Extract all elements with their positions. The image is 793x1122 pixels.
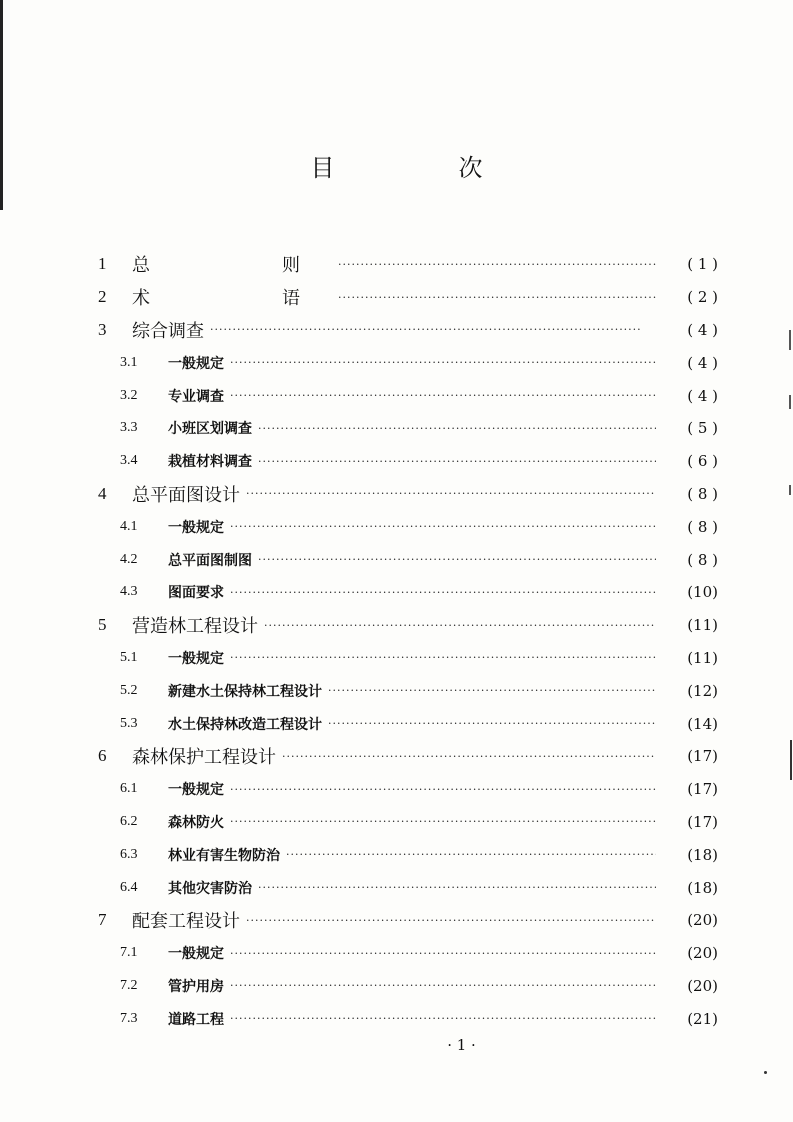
toc-entry-page: ( 4 ) [687, 353, 718, 372]
toc-leader-dots [230, 586, 656, 599]
toc-entry-title: 一般规定 [168, 782, 224, 799]
toc-entry-number: 4.3 [120, 584, 138, 600]
toc-entry-page: (14) [687, 714, 718, 733]
toc-entry-number: 7 [98, 910, 107, 930]
toc-leader-dots [230, 783, 656, 796]
toc-section-entry[interactable] [98, 871, 718, 904]
scan-speck [764, 1071, 767, 1074]
toc-entry-number: 5.1 [120, 649, 138, 665]
toc-section-entry[interactable] [98, 379, 718, 412]
toc-entry-page: (20) [687, 976, 718, 995]
toc-section-entry[interactable] [98, 937, 718, 970]
toc-chapter-entry[interactable] [98, 281, 718, 314]
toc-leader-dots [230, 356, 656, 369]
toc-entry-title: 其他灾害防治 [168, 880, 252, 897]
toc-entry-page: (18) [687, 878, 718, 897]
toc-entry-number: 4 [98, 483, 107, 503]
toc-leader-dots [264, 619, 656, 632]
toc-entry-title: 专业调查 [168, 388, 224, 405]
toc-entry-number: 3.3 [120, 420, 138, 436]
toc-section-entry[interactable] [98, 674, 718, 707]
toc-entry-page: ( 2 ) [687, 288, 718, 307]
toc-section-entry[interactable] [98, 1002, 718, 1035]
page-number: · 1 · [447, 1036, 476, 1054]
toc-section-entry[interactable] [98, 642, 718, 675]
toc-leader-dots [258, 553, 656, 566]
toc-leader-dots [246, 487, 656, 500]
toc-entry-title: 图面要求 [168, 585, 224, 602]
toc-entry-page: (20) [687, 911, 718, 930]
toc-section-entry[interactable] [98, 576, 718, 609]
toc-chapter-entry[interactable] [98, 609, 718, 642]
toc-entry-page: (12) [687, 681, 718, 700]
toc-entry-title: 管护用房 [168, 978, 224, 995]
toc-entry-page: ( 6 ) [687, 452, 718, 471]
toc-entry-page: ( 4 ) [687, 320, 718, 339]
toc-entry-page: ( 5 ) [687, 419, 718, 438]
toc-entry-page: (17) [687, 747, 718, 766]
toc-section-entry[interactable] [98, 773, 718, 806]
toc-entry-number: 2 [98, 287, 107, 307]
toc-entry-page: ( 4 ) [687, 386, 718, 405]
toc-entry-page: ( 1 ) [687, 255, 718, 274]
toc-entry-title: 新建水土保持林工程设计 [168, 683, 322, 700]
toc-chapter-entry[interactable] [98, 314, 718, 347]
toc-section-entry[interactable] [98, 543, 718, 576]
toc-entry-title: 水土保持林改造工程设计 [168, 716, 322, 733]
toc-entry-number: 3 [98, 319, 107, 339]
toc-section-entry[interactable] [98, 970, 718, 1003]
toc-entry-title: 小班区划调查 [168, 421, 252, 438]
toc-entry-number: 7.2 [120, 977, 138, 993]
toc-leader-dots [328, 717, 656, 730]
toc-entry-title: 一般规定 [168, 355, 224, 372]
toc-section-entry[interactable] [98, 445, 718, 478]
toc-leader-dots [230, 1012, 656, 1025]
toc-entry-page: ( 8 ) [687, 550, 718, 569]
toc-leader-dots [328, 684, 656, 697]
toc-leader-dots [258, 881, 656, 894]
toc-entry-number: 4.2 [120, 551, 138, 567]
toc-section-entry[interactable] [98, 346, 718, 379]
toc-section-entry[interactable] [98, 806, 718, 839]
toc-leader-dots [230, 815, 656, 828]
scan-mark [789, 395, 791, 409]
toc-entry-page: ( 8 ) [687, 484, 718, 503]
page-title: 目 次 [310, 154, 533, 182]
toc-entry-page: (17) [687, 812, 718, 831]
toc-leader-dots [246, 914, 656, 927]
toc-leader-dots [258, 422, 656, 435]
toc-entry-number: 5 [98, 615, 107, 635]
toc-entry-title: 营造林工程设计 [132, 616, 258, 638]
toc-entry-page: (17) [687, 780, 718, 799]
toc-entry-page: (21) [687, 1009, 718, 1028]
toc-entry-number: 4.1 [120, 518, 138, 534]
toc-entry-title: 道路工程 [168, 1011, 224, 1028]
toc-entry-number: 3.1 [120, 354, 138, 370]
toc-chapter-entry[interactable] [98, 248, 718, 281]
toc-entry-page: ( 8 ) [687, 517, 718, 536]
toc-entry-page: (18) [687, 845, 718, 864]
toc-entry-title: 林业有害生物防治 [168, 847, 280, 864]
toc-entry-title: 一般规定 [168, 519, 224, 536]
toc-entry-number: 3.2 [120, 387, 138, 403]
toc-leader-dots [210, 323, 656, 336]
toc-leader-dots [338, 291, 656, 304]
toc-entry-number: 6 [98, 746, 107, 766]
toc-entry-title: 配套工程设计 [132, 911, 240, 933]
toc-leader-dots [338, 258, 656, 271]
toc-entry-number: 6.1 [120, 781, 138, 797]
toc-entry-number: 6.4 [120, 879, 138, 895]
toc-chapter-entry[interactable] [98, 478, 718, 511]
toc-chapter-entry[interactable] [98, 740, 718, 773]
toc-entry-number: 3.4 [120, 453, 138, 469]
scan-mark [789, 485, 791, 495]
toc-leader-dots [286, 848, 656, 861]
toc-leader-dots [230, 979, 656, 992]
toc-entry-number: 6.2 [120, 813, 138, 829]
toc-entry-title: 森林保护工程设计 [132, 747, 276, 769]
toc-leader-dots [282, 750, 656, 763]
scan-mark [789, 330, 791, 350]
toc-leader-dots [230, 651, 656, 664]
toc-leader-dots [230, 947, 656, 960]
toc-entry-number: 7.1 [120, 945, 138, 961]
toc-entry-page: (10) [687, 583, 718, 602]
toc-entry-title: 一般规定 [168, 946, 224, 963]
toc-entry-number: 7.3 [120, 1010, 138, 1026]
toc-entry-title: 总平面图设计 [132, 484, 240, 506]
toc-leader-dots [258, 455, 656, 468]
toc-section-entry[interactable] [98, 412, 718, 445]
toc-entry-title: 一般规定 [168, 650, 224, 667]
toc-entry-number: 6.3 [120, 846, 138, 862]
toc-entry-number: 5.3 [120, 715, 138, 731]
table-of-contents [98, 248, 718, 1035]
toc-entry-page: (11) [687, 648, 718, 667]
toc-chapter-entry[interactable] [98, 904, 718, 937]
toc-entry-title: 术 语 [132, 288, 332, 310]
toc-entry-number: 5.2 [120, 682, 138, 698]
toc-section-entry[interactable] [98, 707, 718, 740]
toc-entry-title: 栽植材料调查 [168, 454, 252, 471]
scan-edge-right [790, 740, 792, 780]
toc-entry-title: 总平面图制图 [168, 552, 252, 569]
toc-entry-title: 总 则 [132, 255, 332, 277]
toc-leader-dots [230, 389, 656, 402]
toc-entry-title: 森林防火 [168, 814, 224, 831]
toc-entry-page: (20) [687, 944, 718, 963]
toc-section-entry[interactable] [98, 838, 718, 871]
toc-entry-title: 综合调查 [132, 320, 204, 342]
toc-section-entry[interactable] [98, 510, 718, 543]
toc-leader-dots [230, 520, 656, 533]
toc-entry-number: 1 [98, 254, 107, 274]
toc-entry-page: (11) [687, 616, 718, 635]
